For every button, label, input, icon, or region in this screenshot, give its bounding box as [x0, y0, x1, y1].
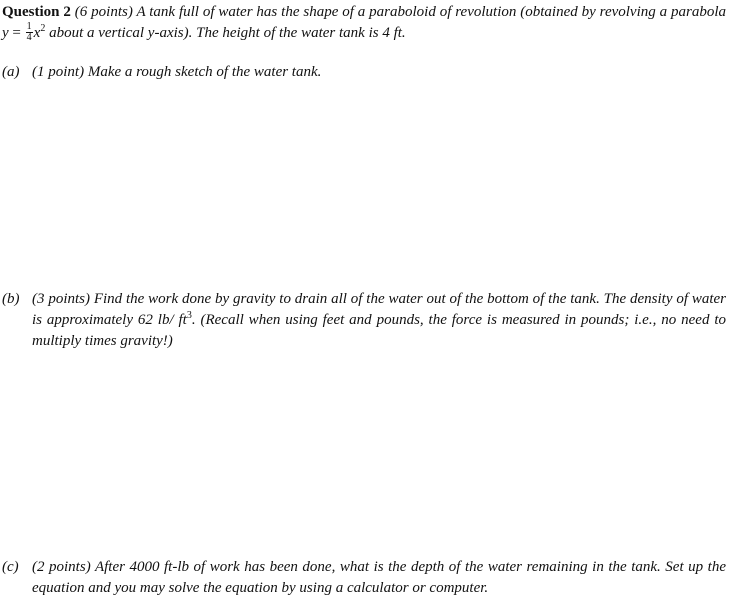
part-a-body — [32, 62, 726, 83]
part-c-points: (2 points) — [32, 559, 91, 575]
part-b-text-after-unit: . (Recall when using feet and pounds, the force is measured in pounds; i.e., no need to multiply times gravity!) — [32, 312, 727, 349]
equation-exponent: 2 — [40, 23, 46, 34]
part-a-text: Make a rough sketch of the water tank. — [87, 64, 322, 80]
fraction-denominator: 4 — [26, 32, 32, 44]
part-b-unit-exponent: 3 — [186, 310, 192, 321]
part-a — [2, 62, 726, 83]
part-b-text-before-unit: Find the work done by gravity to drain all of the water out of the bottom of the tank. The density of water is approximately 62 lb/ ft — [32, 291, 726, 328]
part-c-body — [32, 557, 726, 599]
question-intro — [2, 2, 726, 44]
equation-fraction — [26, 22, 33, 43]
equation-sign: = — [8, 25, 25, 41]
part-b — [2, 289, 726, 352]
fraction-numerator: 1 — [26, 21, 32, 33]
equation-lhs: y — [2, 25, 9, 41]
part-b-tag: (b) — [2, 291, 20, 307]
part-c-text: After 4000 ft-lb of work has been done, what is the depth of the water remaining in the tank. Set up the equation and you may solve the equation by using a calculator or computer. — [32, 559, 726, 596]
part-a-points: (1 point) — [32, 64, 85, 80]
part-b-points: (3 points) — [32, 291, 90, 307]
equation-variable: x — [33, 25, 41, 41]
part-c — [2, 557, 726, 599]
question-points: (6 points) — [74, 4, 133, 20]
part-a-tag: (a) — [2, 64, 20, 80]
part-c-tag: (c) — [2, 559, 19, 575]
part-b-body — [32, 289, 726, 352]
question-label: Question 2 — [2, 4, 71, 20]
question-text-after-equation: about a vertical y-axis). The height of the water tank is 4 ft. — [45, 25, 406, 41]
question-text-before-equation: A tank full of water has the shape of a paraboloid of revolution (obtained by revolving a parabola — [136, 4, 727, 20]
